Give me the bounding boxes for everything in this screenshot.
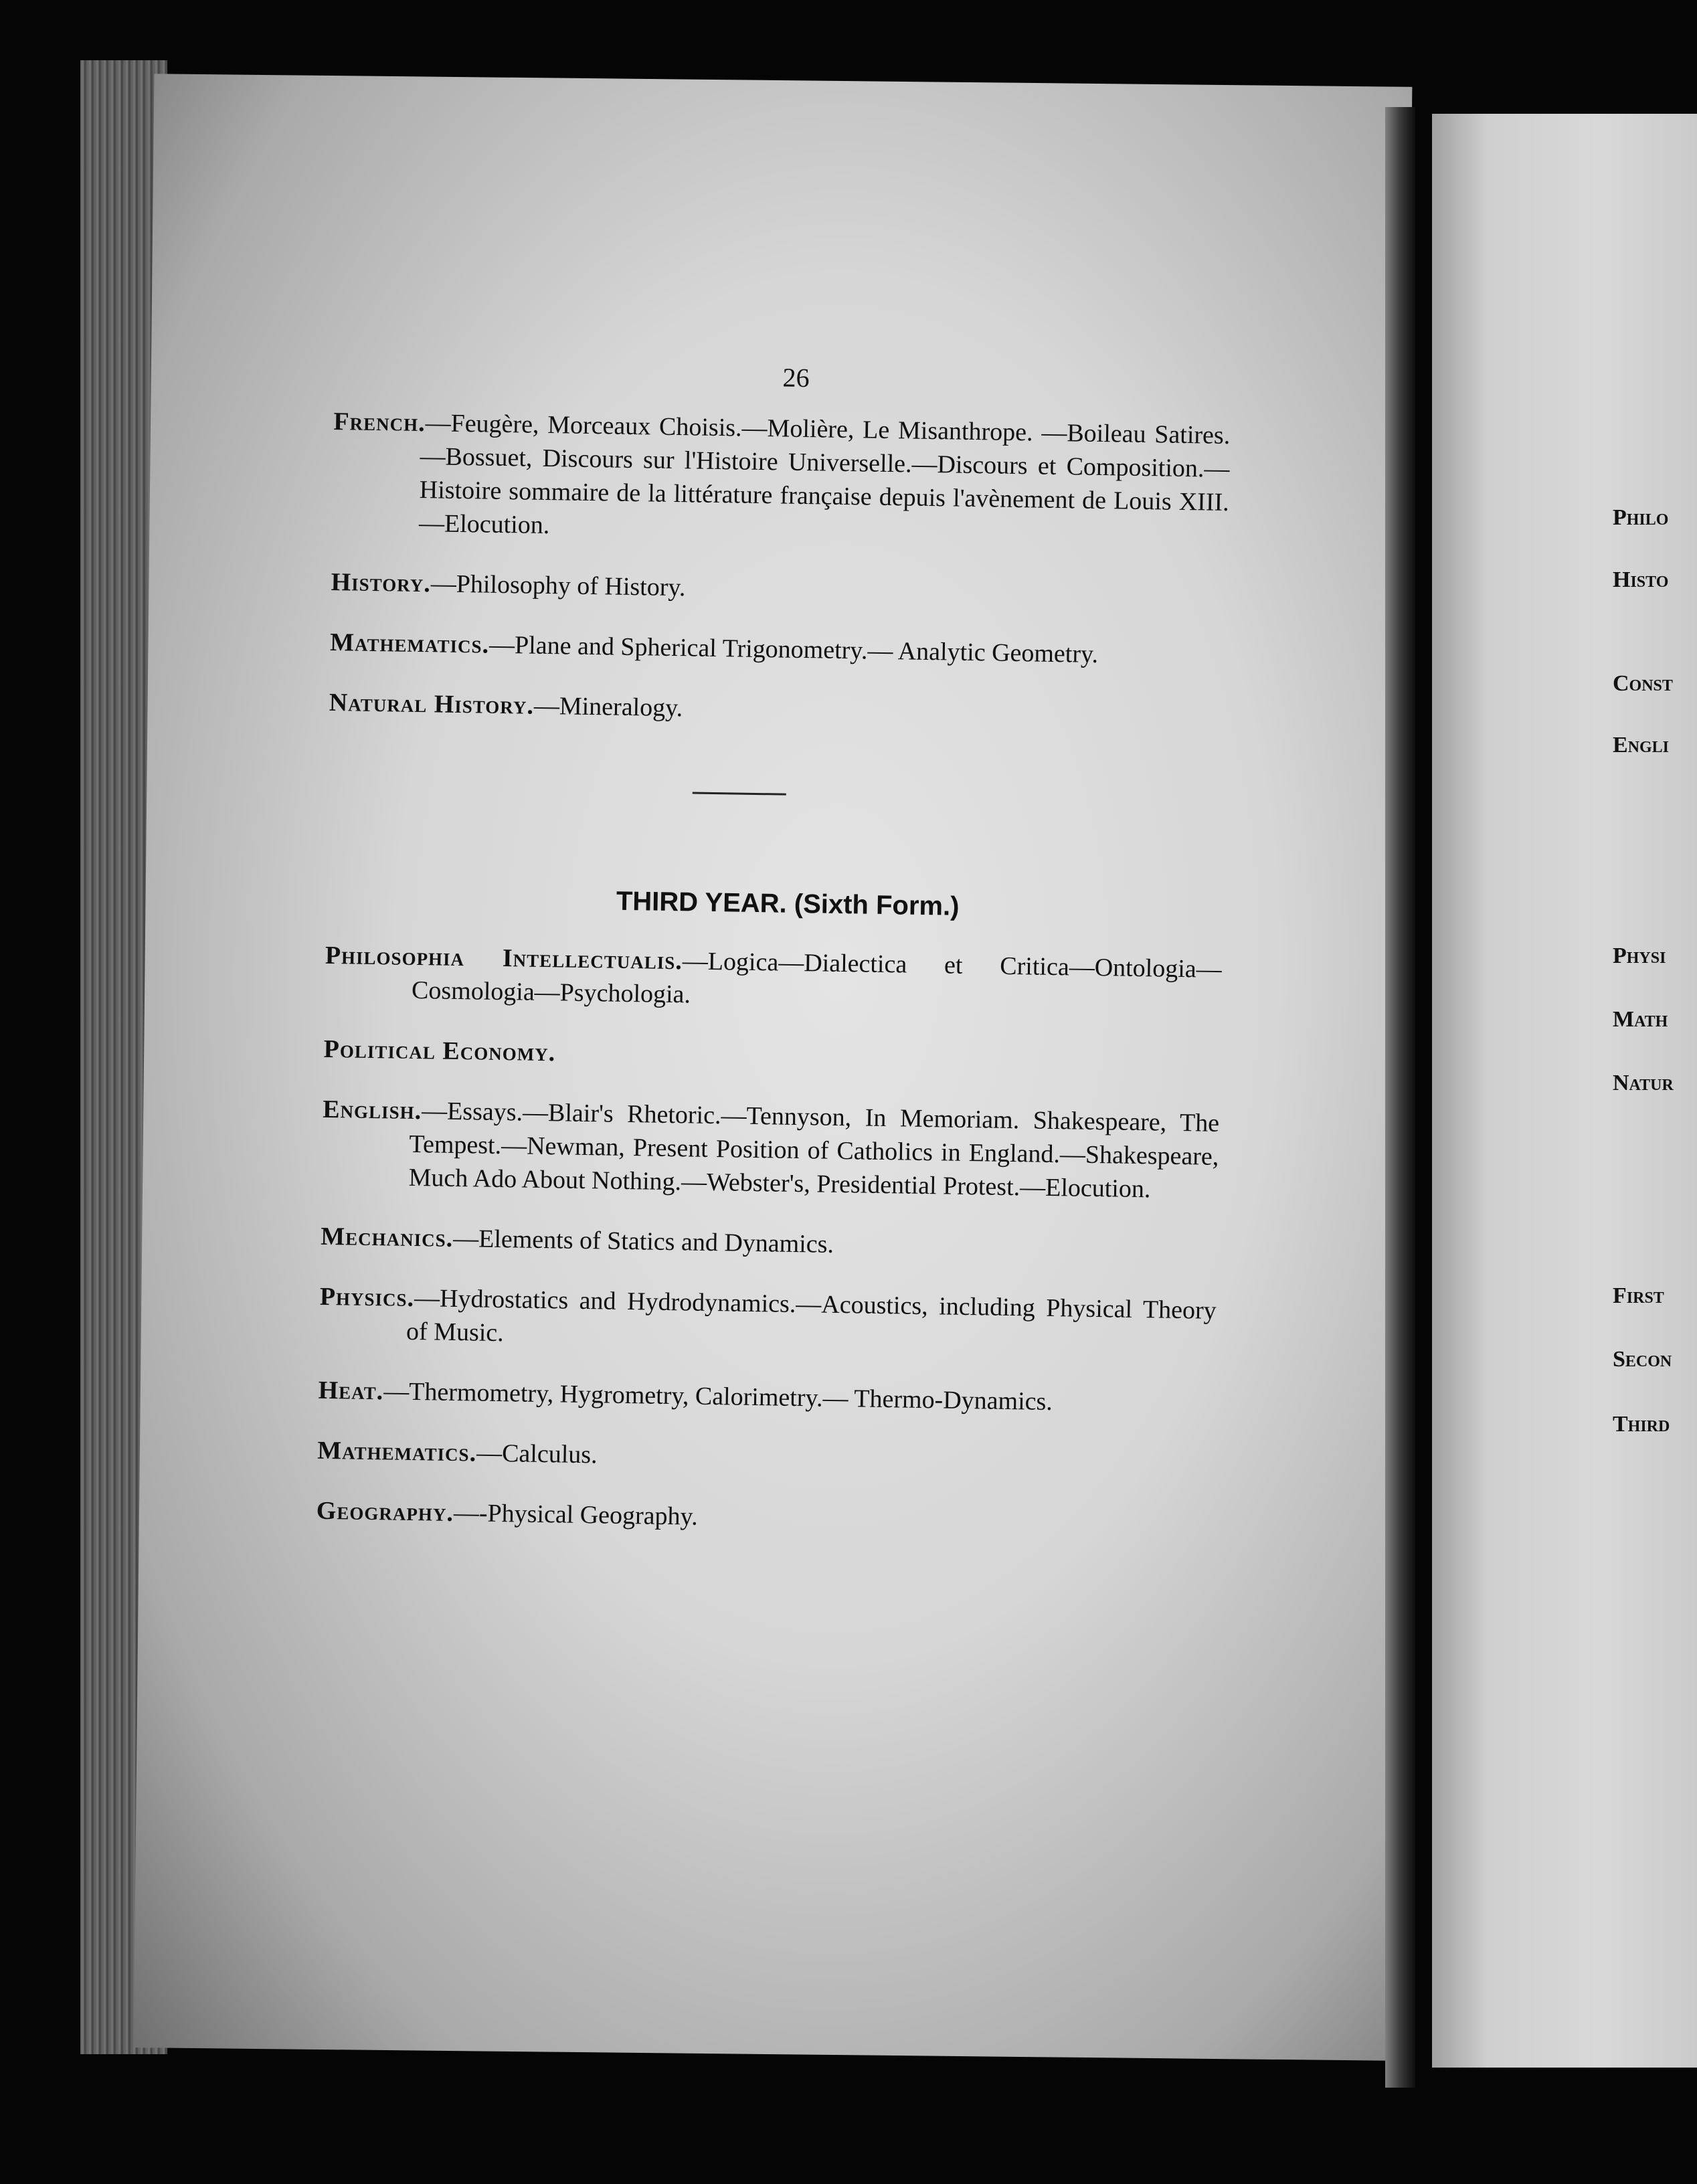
facing-label: First (1613, 1283, 1664, 1308)
subject-name: Natural History. (329, 688, 535, 720)
subject-text: —Thermometry, Hygrometry, Calorimetry.— Thermo-Dynamics. (383, 1377, 1053, 1417)
course-entry-mathematics (330, 626, 1227, 673)
course-entry-french (332, 405, 1231, 553)
subject-name: Philosophia Intellectualis. (325, 941, 683, 976)
subject-name: Geography. (316, 1496, 454, 1528)
subject-text: —-Physical Geography. (453, 1499, 698, 1531)
facing-label: Philo (1613, 505, 1669, 530)
facing-label: Third (1613, 1412, 1670, 1437)
facing-label: Secon (1613, 1347, 1672, 1372)
course-entry-natural-history (329, 686, 1226, 733)
subject-text: —Calculus. (476, 1439, 598, 1469)
course-entry-mechanics (321, 1220, 1218, 1267)
section-heading-third-year: THIRD YEAR. (Sixth Form.) (616, 886, 960, 921)
facing-label: Engli (1613, 733, 1670, 757)
facing-label: Math (1613, 1007, 1668, 1032)
subject-text: —Mineralogy. (533, 691, 683, 723)
course-entry-mathematics-calculus (317, 1434, 1215, 1481)
subject-name: Heat. (318, 1376, 384, 1406)
subject-name: Political Economy. (323, 1034, 556, 1067)
subject-name: Physics. (319, 1282, 415, 1313)
course-entry-geography (316, 1494, 1213, 1542)
course-entry-heat (318, 1374, 1215, 1421)
subject-text: —Logica—Dialectica et Critica—Ontologia—Cosmologia—Psychologia. (411, 947, 1223, 1009)
facing-label: Histo (1613, 567, 1669, 592)
course-entry-english (321, 1093, 1219, 1207)
course-entry-philosophia (325, 939, 1222, 1020)
subject-name: English. (322, 1095, 422, 1125)
subject-name: Mathematics. (317, 1436, 477, 1467)
course-entry-physics (319, 1280, 1217, 1361)
subject-text: —Hydrostatics and Hydrodynamics.—Acoustics, including Physical Theory of Music. (406, 1284, 1217, 1348)
facing-label: Physi (1613, 943, 1666, 968)
subject-name: French. (333, 407, 426, 438)
subject-name: Mechanics. (320, 1222, 454, 1253)
subject-text: —Feugère, Morceaux Choisis.—Molière, Le Misanthrope. —Boileau Satires.—Bossuet, Discours sur l'Histoire Universelle.—Discours et Composition.—Histoire sommaire de la littérature française depuis l'avènement de Louis XIII. —Elocution. (418, 409, 1231, 540)
course-entry-history (331, 565, 1228, 613)
subject-name: Mathematics. (329, 628, 490, 659)
course-entry-political-economy (323, 1032, 1221, 1080)
page-content (316, 355, 1231, 1568)
subject-text: —Philosophy of History. (430, 569, 686, 602)
subject-text: —Plane and Spherical Trigonometry.— Analytic Geometry. (488, 630, 1099, 668)
facing-page-labels (1613, 0, 1697, 2184)
page-number: 26 (782, 362, 810, 393)
subject-text: —Elements of Statics and Dynamics. (452, 1224, 834, 1259)
facing-label: Const (1613, 671, 1673, 696)
book-gutter (1385, 107, 1415, 2088)
facing-label: Natur (1613, 1071, 1674, 1095)
subject-name: History. (331, 567, 432, 598)
subject-text: —Essays.—Blair's Rhetoric.—Tennyson, In Memoriam. Shakespeare, The Tempest.—Newman, Present Position of Catholics in England.—Shakespeare, Much Ado About Nothing.—Webster's, Presidential Protest.—Elocution. (408, 1097, 1220, 1204)
section-divider (693, 792, 786, 795)
